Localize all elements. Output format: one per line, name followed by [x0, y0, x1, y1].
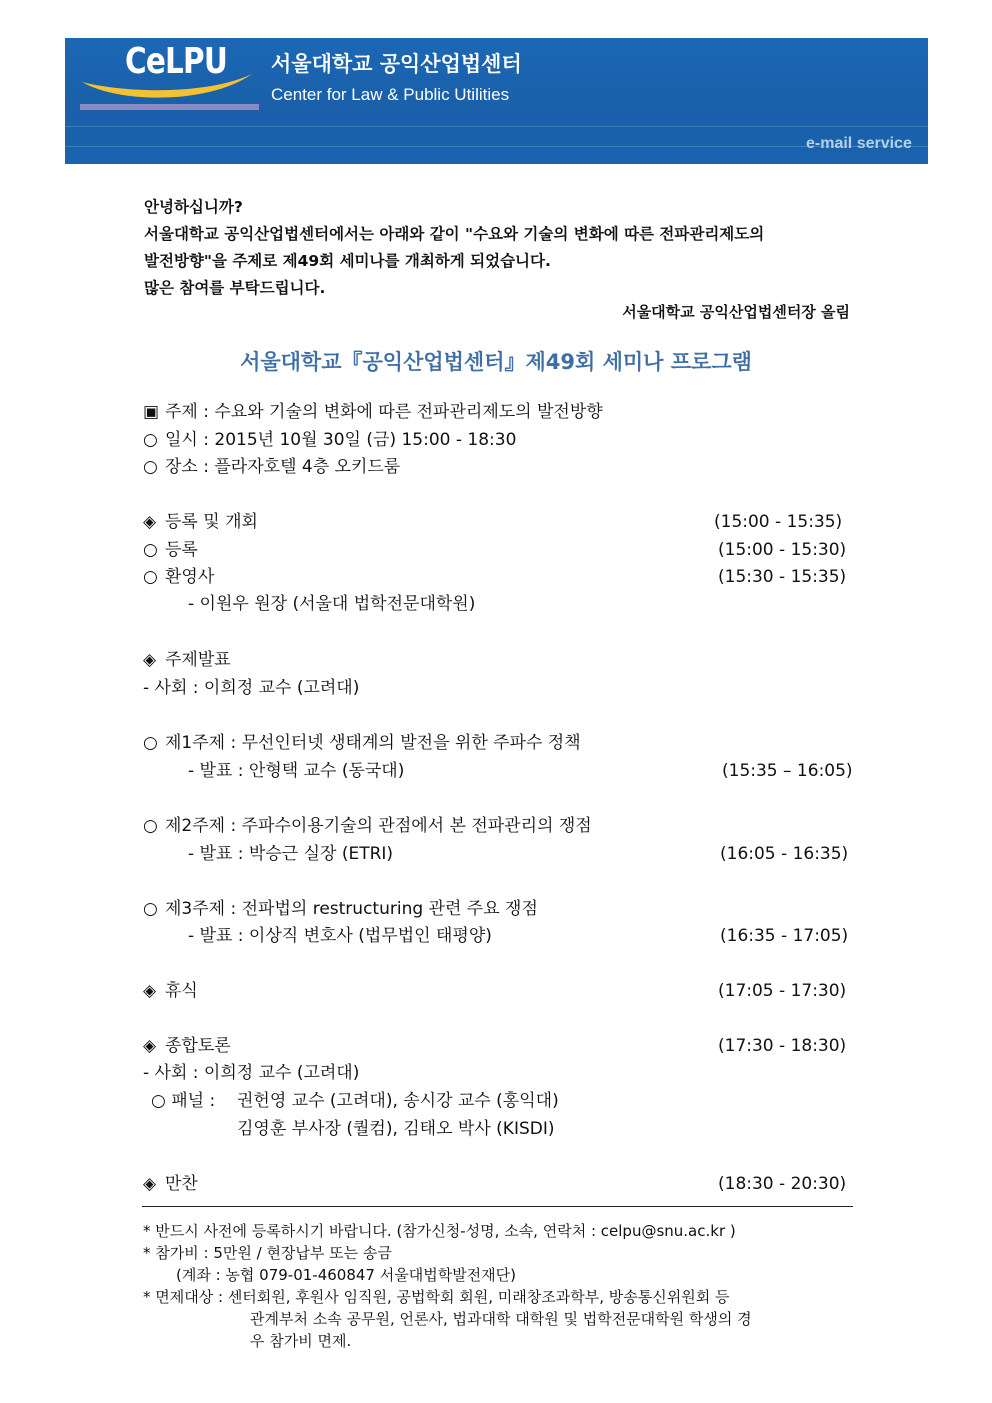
signature: 서울대학교 공익산업법센터장 올림 [622, 303, 850, 321]
diamond-bullet-icon: ◈ [143, 981, 157, 1001]
note-exempt: 우 참가비 면제. [250, 1332, 352, 1350]
topic-title: ○ 제3주제 : 전파법의 restructuring 관련 주요 쟁점 [143, 899, 538, 919]
section-registration: ◈ 등록 및 개회 [143, 512, 258, 532]
org-name-korean: 서울대학교 공익산업법센터 [271, 52, 522, 76]
section-break: ◈ 휴식 [143, 981, 198, 1001]
note-fee: * 참가비 : 5만원 / 현장납부 또는 송금 [143, 1244, 392, 1262]
topic-title: ○ 제2주제 : 주파수이용기술의 관점에서 본 전파관리의 쟁점 [143, 816, 592, 836]
time-range: (15:00 - 15:30) [718, 540, 847, 560]
logo: CeLPU [125, 41, 228, 82]
circle-bullet-icon: ○ [143, 457, 158, 477]
note-exempt: * 면제대상 : 센터회원, 후원사 임직원, 공법학회 회원, 미래창조과학부, 방송통신위원회 등 [143, 1288, 730, 1306]
panel-members: 김영훈 부사장 (퀄컴), 김태오 박사 (KISDI) [237, 1119, 555, 1139]
note-exempt: 관계부처 소속 공무원, 언론사, 법과대학 대학원 및 법학전문대학원 학생의 경 [250, 1310, 752, 1328]
time-range: (16:35 - 17:05) [720, 926, 849, 946]
intro-line: 서울대학교 공익산업법센터에서는 아래와 같이 "수요와 기술의 변화에 따른 전파관리제도의 [144, 225, 765, 243]
diamond-bullet-icon: ◈ [143, 650, 157, 670]
note-register: * 반드시 사전에 등록하시기 바랍니다. (참가신청-성명, 소속, 연락처 : celpu@snu.ac.kr ) [143, 1222, 736, 1240]
time-range: (16:05 - 16:35) [720, 844, 849, 864]
time-range: (17:30 - 18:30) [718, 1036, 847, 1056]
presentations-moderator: - 사회 : 이희정 교수 (고려대) [143, 678, 360, 698]
logo-underline [80, 104, 259, 110]
topic-presenter: - 발표 : 박승근 실장 (ETRI) [188, 844, 394, 864]
org-name-english: Center for Law & Public Utilities [271, 85, 510, 104]
diamond-bullet-icon: ◈ [143, 512, 157, 532]
circle-bullet-icon: ○ [143, 899, 158, 919]
item-welcome: ○ 환영사 [143, 567, 215, 587]
panel-members: 권헌영 교수 (고려대), 송시강 교수 (홍익대) [237, 1091, 559, 1111]
email-service-label: e-mail service [806, 135, 912, 152]
item-register: ○ 등록 [143, 540, 198, 560]
note-account: (계좌 : 농협 079-01-460847 서울대법학발전재단) [176, 1266, 517, 1284]
overview-venue: ○ 장소 : 플라자호텔 4층 오키드룸 [143, 457, 401, 477]
section-presentations: ◈ 주제발표 [143, 650, 231, 670]
time-range: (15:00 - 15:35) [714, 512, 843, 532]
circle-bullet-icon: ○ [143, 430, 158, 450]
panel-label: ○ 패널 : [151, 1091, 216, 1111]
topic-presenter: - 발표 : 이상직 변호사 (법무법인 태평양) [188, 926, 492, 946]
circle-bullet-icon: ○ [143, 540, 158, 560]
time-range: (15:35 – 16:05) [722, 761, 853, 781]
overview-date: ○ 일시 : 2015년 10월 30일 (금) 15:00 - 18:30 [143, 430, 517, 450]
intro-line: 발전방향"을 주제로 제49회 세미나를 개최하게 되었습니다. [144, 252, 551, 270]
time-range: (15:30 - 15:35) [718, 567, 847, 587]
overview-topic: ▣ 주제 : 수요와 기술의 변화에 따른 전파관리제도의 발전방향 [143, 402, 603, 422]
discussion-moderator: - 사회 : 이희정 교수 (고려대) [143, 1063, 360, 1083]
welcome-speaker: - 이원우 원장 (서울대 법학전문대학원) [188, 594, 476, 614]
diamond-bullet-icon: ◈ [143, 1036, 157, 1056]
intro-line: 많은 참여를 부탁드립니다. [144, 279, 326, 297]
page-title: 서울대학교『공익산업법센터』제49회 세미나 프로그램 [240, 350, 752, 374]
topic-presenter: - 발표 : 안형택 교수 (동국대) [188, 761, 405, 781]
time-range: (17:05 - 17:30) [718, 981, 847, 1001]
divider [142, 1206, 853, 1207]
banner-divider [65, 126, 928, 127]
section-discussion: ◈ 종합토론 [143, 1036, 231, 1056]
diamond-bullet-icon: ◈ [143, 1174, 157, 1194]
banner-divider [65, 146, 928, 147]
circle-bullet-icon: ○ [143, 733, 158, 753]
square-bullet-icon: ▣ [143, 402, 160, 422]
time-range: (18:30 - 20:30) [718, 1174, 847, 1194]
circle-bullet-icon: ○ [143, 816, 158, 836]
greeting: 안녕하십니까? [144, 198, 243, 216]
section-dinner: ◈ 만찬 [143, 1174, 198, 1194]
circle-bullet-icon: ○ [143, 567, 158, 587]
topic-title: ○ 제1주제 : 무선인터넷 생태계의 발전을 위한 주파수 정책 [143, 733, 581, 753]
